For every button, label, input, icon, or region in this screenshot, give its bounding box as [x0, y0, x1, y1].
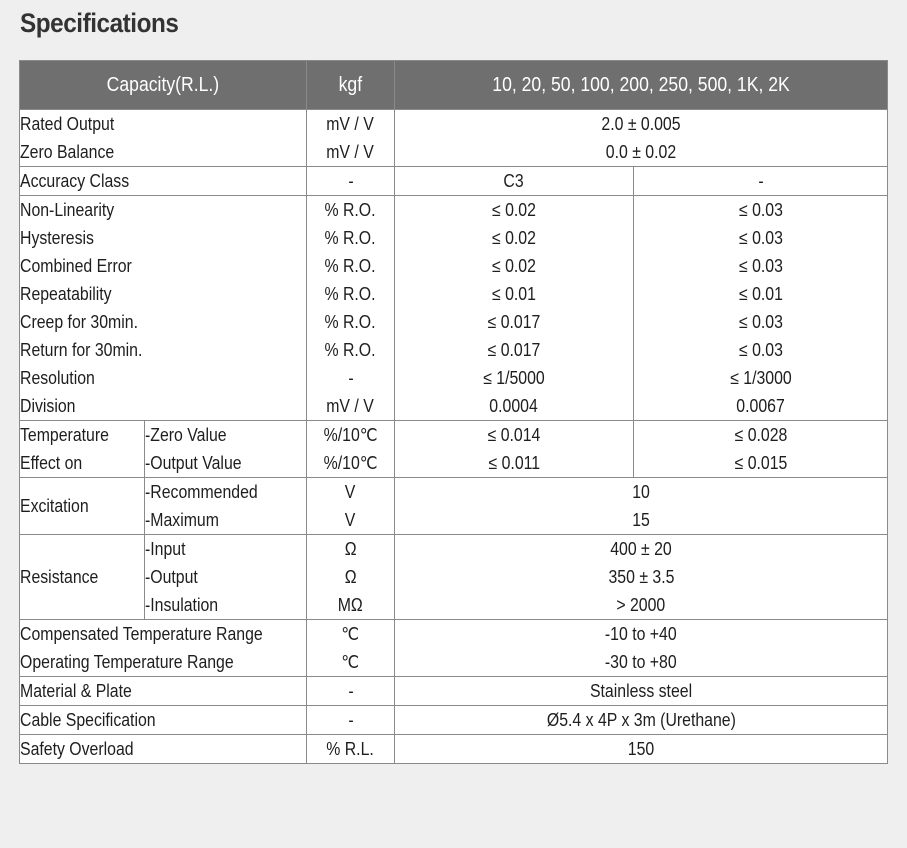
row-group-label: Resistance: [20, 535, 145, 620]
row-unit: -: [307, 167, 395, 196]
row-value: Ø5.4 x 4P x 3m (Urethane): [395, 706, 888, 735]
header-capacity-values: 10, 20, 50, 100, 200, 250, 500, 1K, 2K: [395, 61, 888, 110]
row-value: Stainless steel: [395, 677, 888, 706]
row-value-c3: C3: [395, 167, 634, 196]
row-label: Rated Output Zero Balance: [20, 110, 307, 167]
row-unit: -: [307, 677, 395, 706]
page-title: Specifications: [20, 8, 179, 38]
row-value: -10 to +40 -30 to +80: [395, 620, 888, 677]
table-row: [20, 535, 888, 620]
header-unit: kgf: [307, 61, 395, 110]
row-unit: % R.O. % R.O. % R.O. % R.O. % R.O. % R.O. - mV / V: [307, 196, 395, 421]
table-row: [20, 620, 888, 677]
row-value: 10 15: [395, 478, 888, 535]
row-label: Cable Specification: [20, 706, 307, 735]
row-sublabel: -Recommended -Maximum: [145, 478, 307, 535]
row-unit: % R.L.: [307, 735, 395, 764]
row-value-other: ≤ 0.028 ≤ 0.015: [634, 421, 888, 478]
row-label: Accuracy Class: [20, 167, 307, 196]
table-header-row: [20, 61, 888, 110]
row-unit: V V: [307, 478, 395, 535]
row-label: Non-Linearity Hysteresis Combined Error Repeatability Creep for 30min. Return for 30min. Resolution Division: [20, 196, 307, 421]
row-unit: %/10℃ %/10℃: [307, 421, 395, 478]
row-label: Material & Plate: [20, 677, 307, 706]
row-value-other: ≤ 0.03 ≤ 0.03 ≤ 0.03 ≤ 0.01 ≤ 0.03 ≤ 0.03 ≤ 1/3000 0.0067: [634, 196, 888, 421]
row-group-label: Temperature Effect on: [20, 421, 145, 478]
row-label: Safety Overload: [20, 735, 307, 764]
table-row: [20, 735, 888, 764]
table-row: [20, 196, 888, 421]
table-row: [20, 421, 888, 478]
row-unit: mV / V mV / V: [307, 110, 395, 167]
header-capacity: Capacity(R.L.): [20, 61, 307, 110]
table-row: [20, 167, 888, 196]
row-value: 150: [395, 735, 888, 764]
row-sublabel: -Zero Value -Output Value: [145, 421, 307, 478]
row-value: 2.0 ± 0.005 0.0 ± 0.02: [395, 110, 888, 167]
row-value-other: -: [634, 167, 888, 196]
specifications-table: [19, 60, 888, 764]
row-label: Compensated Temperature Range Operating Temperature Range: [20, 620, 307, 677]
row-value-c3: ≤ 0.014 ≤ 0.011: [395, 421, 634, 478]
row-unit: Ω Ω MΩ: [307, 535, 395, 620]
table-row: [20, 110, 888, 167]
table-row: [20, 706, 888, 735]
row-unit: ℃ ℃: [307, 620, 395, 677]
row-group-label: Excitation: [20, 478, 145, 535]
table-row: [20, 478, 888, 535]
row-value: 400 ± 20 350 ± 3.5 > 2000: [395, 535, 888, 620]
row-value-c3: ≤ 0.02 ≤ 0.02 ≤ 0.02 ≤ 0.01 ≤ 0.017 ≤ 0.017 ≤ 1/5000 0.0004: [395, 196, 634, 421]
row-unit: -: [307, 706, 395, 735]
row-sublabel: -Input -Output -Insulation: [145, 535, 307, 620]
table-row: [20, 677, 888, 706]
